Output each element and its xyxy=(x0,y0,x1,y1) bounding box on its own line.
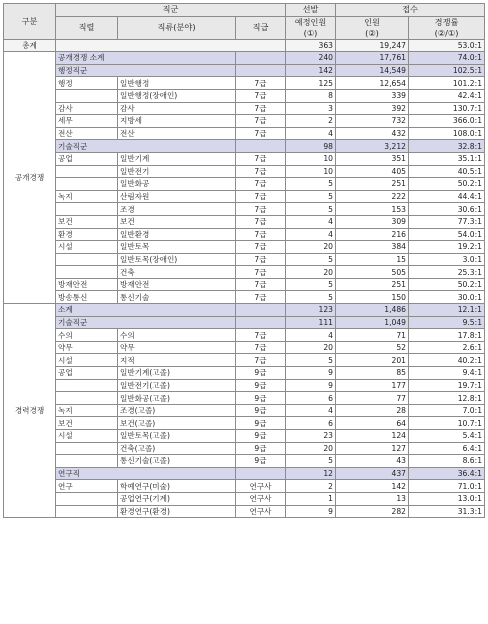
quota-cell: 5 xyxy=(286,178,336,191)
table-row xyxy=(4,430,485,443)
field-cell: 학예연구(미술) xyxy=(118,480,236,493)
ratio-cell: 9.4:1 xyxy=(409,367,485,380)
applicants-cell: 124 xyxy=(336,430,409,443)
table-row xyxy=(4,404,485,417)
grade-cell: 7급 xyxy=(236,253,286,266)
quota-cell: 2 xyxy=(286,115,336,128)
grade-cell: 9급 xyxy=(236,392,286,405)
career-tech-group-row-ratio: 9.5:1 xyxy=(409,316,485,329)
applicants-cell: 339 xyxy=(336,89,409,102)
table-row xyxy=(4,341,485,354)
open-subtotal-row-ratio: 74.0:1 xyxy=(409,52,485,65)
total-label: 총계 xyxy=(4,39,56,52)
field-cell: 일반토목(고졸) xyxy=(118,430,236,443)
series-cell: 보건 xyxy=(56,417,118,430)
career-subtotal-row-ratio: 12.1:1 xyxy=(409,304,485,317)
ratio-cell: 35.1:1 xyxy=(409,152,485,165)
quota-cell: 4 xyxy=(286,127,336,140)
table-row xyxy=(4,77,485,90)
series-cell xyxy=(56,492,118,505)
table-row xyxy=(4,442,485,455)
quota-cell: 9 xyxy=(286,505,336,518)
grade-cell: 7급 xyxy=(236,354,286,367)
table-row xyxy=(4,354,485,367)
grade-cell: 7급 xyxy=(236,115,286,128)
table-row xyxy=(4,165,485,178)
series-cell: 수의 xyxy=(56,329,118,342)
ratio-cell: 366.0:1 xyxy=(409,115,485,128)
ratio-cell: 130.7:1 xyxy=(409,102,485,115)
total-ratio: 53.0:1 xyxy=(409,39,485,52)
table-row xyxy=(4,152,485,165)
table-row xyxy=(4,178,485,191)
applicants-cell: 432 xyxy=(336,127,409,140)
table-row xyxy=(4,102,485,115)
ratio-cell: 17.8:1 xyxy=(409,329,485,342)
applicants-cell: 85 xyxy=(336,367,409,380)
series-cell: 세무 xyxy=(56,115,118,128)
table-row xyxy=(4,480,485,493)
quota-cell: 10 xyxy=(286,165,336,178)
field-cell: 일반전기 xyxy=(118,165,236,178)
header-jik-ryeol: 직렬 xyxy=(56,16,118,39)
open-tech-group-row-quota: 98 xyxy=(286,140,336,153)
header-jik-geup: 직급 xyxy=(236,16,286,39)
table-row xyxy=(4,505,485,518)
section-label-open: 공개경쟁 xyxy=(4,52,56,304)
series-cell: 시설 xyxy=(56,354,118,367)
series-cell: 보건 xyxy=(56,215,118,228)
applicants-cell: 251 xyxy=(336,178,409,191)
quota-cell: 5 xyxy=(286,278,336,291)
field-cell: 일반토목(장애인) xyxy=(118,253,236,266)
table-row xyxy=(4,455,485,468)
total-empty xyxy=(56,39,286,52)
quota-cell: 20 xyxy=(286,442,336,455)
series-cell xyxy=(56,392,118,405)
table-row xyxy=(4,241,485,254)
quota-cell: 5 xyxy=(286,190,336,203)
field-cell: 일반화공 xyxy=(118,178,236,191)
career-research-group-row-applicants: 437 xyxy=(336,467,409,480)
series-cell: 약무 xyxy=(56,341,118,354)
table-row xyxy=(4,278,485,291)
applicants-cell: 64 xyxy=(336,417,409,430)
series-cell: 전산 xyxy=(56,127,118,140)
open-subtotal-row xyxy=(4,52,485,65)
quota-cell: 5 xyxy=(286,203,336,216)
career-research-group-row-grade-empty xyxy=(236,467,286,480)
quota-cell: 6 xyxy=(286,392,336,405)
field-cell: 감사 xyxy=(118,102,236,115)
field-cell: 환경연구(환경) xyxy=(118,505,236,518)
open-tech-group-row-grade-empty xyxy=(236,140,286,153)
career-research-group-row-quota: 12 xyxy=(286,467,336,480)
grade-cell: 7급 xyxy=(236,152,286,165)
grade-cell: 7급 xyxy=(236,278,286,291)
applicants-cell: 52 xyxy=(336,341,409,354)
field-cell: 지적 xyxy=(118,354,236,367)
applicants-cell: 351 xyxy=(336,152,409,165)
open-subtotal-row-grade-empty xyxy=(236,52,286,65)
table-row xyxy=(4,291,485,304)
total-row xyxy=(4,39,485,52)
series-cell: 환경 xyxy=(56,228,118,241)
ratio-cell: 6.4:1 xyxy=(409,442,485,455)
open-tech-group-row-ratio: 32.8:1 xyxy=(409,140,485,153)
ratio-cell: 40.2:1 xyxy=(409,354,485,367)
table-row xyxy=(4,392,485,405)
total-applicants: 19,247 xyxy=(336,39,409,52)
applicants-cell: 405 xyxy=(336,165,409,178)
ratio-cell: 30.0:1 xyxy=(409,291,485,304)
applicants-cell: 15 xyxy=(336,253,409,266)
quota-cell: 5 xyxy=(286,253,336,266)
series-cell xyxy=(56,253,118,266)
career-tech-group-row-quota: 111 xyxy=(286,316,336,329)
quota-cell: 5 xyxy=(286,455,336,468)
series-cell: 연구 xyxy=(56,480,118,493)
field-cell: 건축 xyxy=(118,266,236,279)
header-ratio-1: 경쟁률 xyxy=(434,16,459,27)
ratio-cell: 77.3:1 xyxy=(409,215,485,228)
career-subtotal-row-label: 소계 xyxy=(56,304,236,317)
quota-cell: 23 xyxy=(286,430,336,443)
applicants-cell: 13 xyxy=(336,492,409,505)
grade-cell: 9급 xyxy=(236,404,286,417)
table-row xyxy=(4,127,485,140)
table-row xyxy=(4,190,485,203)
career-research-group-row-label: 연구직 xyxy=(56,467,236,480)
grade-cell: 연구사 xyxy=(236,480,286,493)
quota-cell: 4 xyxy=(286,215,336,228)
grade-cell: 7급 xyxy=(236,178,286,191)
section-label-career: 경력경쟁 xyxy=(4,304,56,518)
ratio-cell: 101.2:1 xyxy=(409,77,485,90)
ratio-cell: 50.2:1 xyxy=(409,278,485,291)
table-row xyxy=(4,379,485,392)
applicants-cell: 201 xyxy=(336,354,409,367)
field-cell: 조경 xyxy=(118,203,236,216)
applicants-cell: 282 xyxy=(336,505,409,518)
header-quota-1: 선발 xyxy=(286,4,336,17)
header-quota xyxy=(286,16,336,39)
applicants-cell: 505 xyxy=(336,266,409,279)
career-subtotal-row xyxy=(4,304,485,317)
applicants-cell: 43 xyxy=(336,455,409,468)
ratio-cell: 108.0:1 xyxy=(409,127,485,140)
header-group: 구분 xyxy=(4,4,56,40)
field-cell: 산림자원 xyxy=(118,190,236,203)
ratio-cell: 50.2:1 xyxy=(409,178,485,191)
field-cell: 일반화공(고졸) xyxy=(118,392,236,405)
grade-cell: 연구사 xyxy=(236,492,286,505)
field-cell: 지방세 xyxy=(118,115,236,128)
table-row xyxy=(4,266,485,279)
quota-cell: 5 xyxy=(286,291,336,304)
header-ratio-2: (②/①) xyxy=(434,27,459,38)
field-cell: 수의 xyxy=(118,329,236,342)
ratio-cell: 30.6:1 xyxy=(409,203,485,216)
applicants-cell: 222 xyxy=(336,190,409,203)
field-cell: 보건(고졸) xyxy=(118,417,236,430)
open-admin-group-row-quota: 142 xyxy=(286,64,336,77)
career-tech-group-row-label: 기술직군 xyxy=(56,316,236,329)
field-cell: 방재안전 xyxy=(118,278,236,291)
applicants-cell: 142 xyxy=(336,480,409,493)
ratio-cell: 3.0:1 xyxy=(409,253,485,266)
series-cell xyxy=(56,165,118,178)
ratio-cell: 42.4:1 xyxy=(409,89,485,102)
series-cell xyxy=(56,455,118,468)
field-cell: 약무 xyxy=(118,341,236,354)
career-subtotal-row-quota: 123 xyxy=(286,304,336,317)
grade-cell: 9급 xyxy=(236,379,286,392)
header-jik-ryu: 직류(분야) xyxy=(118,16,236,39)
field-cell: 건축(고졸) xyxy=(118,442,236,455)
applicants-cell: 28 xyxy=(336,404,409,417)
grade-cell: 7급 xyxy=(236,127,286,140)
ratio-cell: 2.6:1 xyxy=(409,341,485,354)
field-cell: 보건 xyxy=(118,215,236,228)
career-tech-group-row-grade-empty xyxy=(236,316,286,329)
field-cell: 통신기술 xyxy=(118,291,236,304)
ratio-cell: 40.5:1 xyxy=(409,165,485,178)
quota-cell: 8 xyxy=(286,89,336,102)
table-row xyxy=(4,115,485,128)
applicants-cell: 71 xyxy=(336,329,409,342)
open-tech-group-row-applicants: 3,212 xyxy=(336,140,409,153)
grade-cell: 7급 xyxy=(236,266,286,279)
ratio-cell: 31.3:1 xyxy=(409,505,485,518)
series-cell: 행정 xyxy=(56,77,118,90)
field-cell: 일반기계(고졸) xyxy=(118,367,236,380)
series-cell: 녹지 xyxy=(56,404,118,417)
header-applicants-group: 접수 xyxy=(336,4,485,17)
series-cell xyxy=(56,266,118,279)
career-tech-group-row-applicants: 1,049 xyxy=(336,316,409,329)
series-cell xyxy=(56,89,118,102)
grade-cell: 7급 xyxy=(236,228,286,241)
applicants-cell: 177 xyxy=(336,379,409,392)
open-subtotal-row-quota: 240 xyxy=(286,52,336,65)
career-subtotal-row-applicants: 1,486 xyxy=(336,304,409,317)
series-cell: 공업 xyxy=(56,152,118,165)
grade-cell: 7급 xyxy=(236,190,286,203)
grade-cell: 7급 xyxy=(236,291,286,304)
table-row xyxy=(4,89,485,102)
ratio-cell: 71.0:1 xyxy=(409,480,485,493)
ratio-cell: 54.0:1 xyxy=(409,228,485,241)
ratio-cell: 10.7:1 xyxy=(409,417,485,430)
series-cell: 공업 xyxy=(56,367,118,380)
applicants-cell: 77 xyxy=(336,392,409,405)
open-admin-group-row-grade-empty xyxy=(236,64,286,77)
ratio-cell: 44.4:1 xyxy=(409,190,485,203)
grade-cell: 9급 xyxy=(236,430,286,443)
open-subtotal-row-label: 공개경쟁 소계 xyxy=(56,52,236,65)
grade-cell: 7급 xyxy=(236,102,286,115)
header-jik-gun: 직군 xyxy=(56,4,286,17)
header-applicants xyxy=(336,16,409,39)
quota-cell: 6 xyxy=(286,417,336,430)
grade-cell: 7급 xyxy=(236,203,286,216)
career-subtotal-row-grade-empty xyxy=(236,304,286,317)
field-cell: 일반행정(장애인) xyxy=(118,89,236,102)
series-cell xyxy=(56,379,118,392)
series-cell: 시설 xyxy=(56,430,118,443)
table-row xyxy=(4,215,485,228)
quota-cell: 4 xyxy=(286,228,336,241)
field-cell: 일반토목 xyxy=(118,241,236,254)
quota-cell: 5 xyxy=(286,354,336,367)
ratio-cell: 13.0:1 xyxy=(409,492,485,505)
field-cell: 통신기술(고졸) xyxy=(118,455,236,468)
series-cell xyxy=(56,178,118,191)
series-cell xyxy=(56,203,118,216)
grade-cell: 9급 xyxy=(236,417,286,430)
quota-cell: 20 xyxy=(286,266,336,279)
table-row xyxy=(4,329,485,342)
quota-cell: 20 xyxy=(286,341,336,354)
field-cell: 일반행정 xyxy=(118,77,236,90)
open-tech-group-row xyxy=(4,140,485,153)
ratio-cell: 25.3:1 xyxy=(409,266,485,279)
applicants-cell: 384 xyxy=(336,241,409,254)
applicants-cell: 309 xyxy=(336,215,409,228)
ratio-cell: 12.8:1 xyxy=(409,392,485,405)
grade-cell: 연구사 xyxy=(236,505,286,518)
open-tech-group-row-label: 기술직군 xyxy=(56,140,236,153)
competition-rate-table xyxy=(3,3,485,518)
grade-cell: 9급 xyxy=(236,455,286,468)
field-cell: 공업연구(기계) xyxy=(118,492,236,505)
ratio-cell: 8.6:1 xyxy=(409,455,485,468)
applicants-cell: 251 xyxy=(336,278,409,291)
quota-cell: 125 xyxy=(286,77,336,90)
header-applicants-1: 인원 xyxy=(364,16,380,27)
applicants-cell: 12,654 xyxy=(336,77,409,90)
grade-cell: 7급 xyxy=(236,241,286,254)
quota-cell: 1 xyxy=(286,492,336,505)
table-row xyxy=(4,492,485,505)
quota-cell: 4 xyxy=(286,404,336,417)
applicants-cell: 153 xyxy=(336,203,409,216)
grade-cell: 7급 xyxy=(236,77,286,90)
series-cell: 녹지 xyxy=(56,190,118,203)
series-cell: 방재안전 xyxy=(56,278,118,291)
ratio-cell: 7.0:1 xyxy=(409,404,485,417)
applicants-cell: 150 xyxy=(336,291,409,304)
grade-cell: 9급 xyxy=(236,442,286,455)
career-tech-group-row xyxy=(4,316,485,329)
header-quota-3: (①) xyxy=(303,27,318,38)
applicants-cell: 732 xyxy=(336,115,409,128)
open-admin-group-row xyxy=(4,64,485,77)
table-row xyxy=(4,228,485,241)
total-quota: 363 xyxy=(286,39,336,52)
series-cell: 시설 xyxy=(56,241,118,254)
grade-cell: 7급 xyxy=(236,89,286,102)
grade-cell: 7급 xyxy=(236,215,286,228)
field-cell: 조경(고졸) xyxy=(118,404,236,417)
quota-cell: 9 xyxy=(286,367,336,380)
field-cell: 일반전기(고졸) xyxy=(118,379,236,392)
series-cell: 감사 xyxy=(56,102,118,115)
open-admin-group-row-applicants: 14,549 xyxy=(336,64,409,77)
applicants-cell: 392 xyxy=(336,102,409,115)
field-cell: 일반기계 xyxy=(118,152,236,165)
career-research-group-row-ratio: 36.4:1 xyxy=(409,467,485,480)
grade-cell: 7급 xyxy=(236,341,286,354)
open-admin-group-row-ratio: 102.5:1 xyxy=(409,64,485,77)
grade-cell: 9급 xyxy=(236,367,286,380)
field-cell: 일반환경 xyxy=(118,228,236,241)
open-admin-group-row-label: 행정직군 xyxy=(56,64,236,77)
ratio-cell: 5.4:1 xyxy=(409,430,485,443)
applicants-cell: 216 xyxy=(336,228,409,241)
table-row xyxy=(4,203,485,216)
quota-cell: 20 xyxy=(286,241,336,254)
header-ratio xyxy=(409,16,485,39)
series-cell xyxy=(56,442,118,455)
quota-cell: 4 xyxy=(286,329,336,342)
applicants-cell: 127 xyxy=(336,442,409,455)
ratio-cell: 19.2:1 xyxy=(409,241,485,254)
quota-cell: 9 xyxy=(286,379,336,392)
grade-cell: 7급 xyxy=(236,165,286,178)
grade-cell: 7급 xyxy=(236,329,286,342)
table-row xyxy=(4,253,485,266)
series-cell: 방송통신 xyxy=(56,291,118,304)
quota-cell: 10 xyxy=(286,152,336,165)
table-row xyxy=(4,417,485,430)
series-cell xyxy=(56,505,118,518)
header-quota-2: 예정인원 xyxy=(294,16,327,27)
quota-cell: 3 xyxy=(286,102,336,115)
open-subtotal-row-applicants: 17,761 xyxy=(336,52,409,65)
field-cell: 전산 xyxy=(118,127,236,140)
quota-cell: 2 xyxy=(286,480,336,493)
header-applicants-2: (②) xyxy=(365,27,379,38)
career-research-group-row xyxy=(4,467,485,480)
ratio-cell: 19.7:1 xyxy=(409,379,485,392)
table-row xyxy=(4,367,485,380)
